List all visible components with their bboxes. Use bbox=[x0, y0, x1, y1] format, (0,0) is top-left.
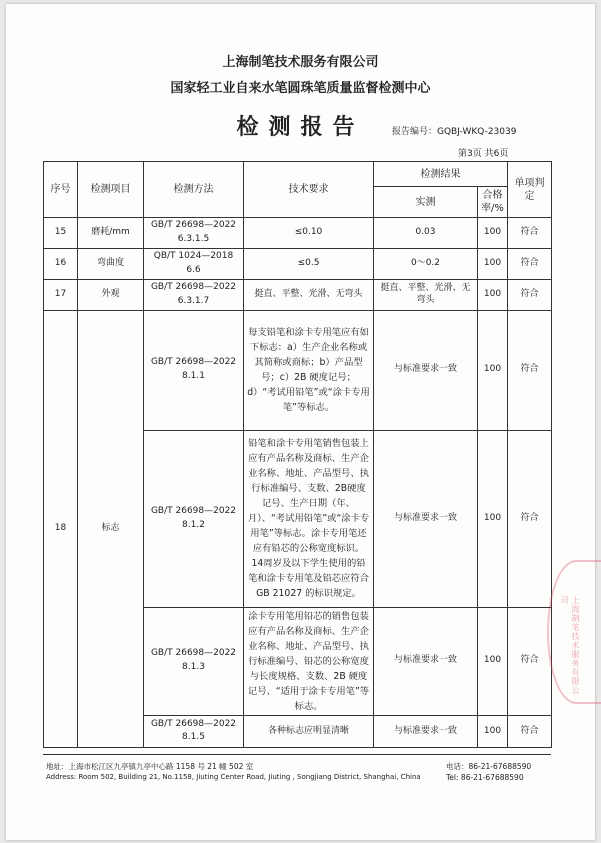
header-no: 序号 bbox=[44, 162, 78, 218]
row-no: 17 bbox=[44, 279, 78, 310]
report-title: 检测报告 bbox=[236, 114, 365, 140]
row-measured: 与标准要求一致 bbox=[374, 310, 478, 430]
row-item: 外观 bbox=[78, 279, 144, 310]
row-rate: 100 bbox=[478, 430, 508, 607]
row-rate: 100 bbox=[478, 607, 508, 715]
row-requirement: 涂卡专用笔用铅芯的销售包装应有产品名称及商标、生产企业名称、地址、产品型号、执行标准编号、铅芯的公称宽度与长度规格、支数、2B 硬度记号、“适用于涂卡专用笔”等标志。 bbox=[244, 607, 374, 715]
table-row bbox=[44, 310, 552, 430]
row-rate: 100 bbox=[478, 715, 508, 747]
row-method: GB/T 26698—2022 8.1.2 bbox=[144, 430, 244, 607]
row-item: 弯曲度 bbox=[78, 248, 144, 279]
row-measured: 0～0.2 bbox=[374, 248, 478, 279]
row-measured: 与标准要求一致 bbox=[374, 607, 478, 715]
table-row bbox=[44, 279, 552, 310]
footer-address-en: Address: Room 502, Building 21, No.1158, Jiuting Center Road, Jiuting , Songjiang District, Shanghai, China bbox=[46, 773, 421, 781]
row-no: 15 bbox=[44, 218, 78, 249]
company-name: 上海制笔技术服务有限公司 bbox=[222, 55, 379, 70]
row-method: GB/T 26698—2022 8.1.3 bbox=[144, 607, 244, 715]
footer-divider bbox=[43, 754, 551, 755]
header-method: 检测方法 bbox=[144, 162, 244, 218]
row-rate: 100 bbox=[478, 248, 508, 279]
row-measured: 0.03 bbox=[374, 218, 478, 249]
row-method: GB/T 26698—2022 8.1.1 bbox=[144, 310, 244, 430]
row-no: 16 bbox=[44, 248, 78, 279]
header-requirement: 技术要求 bbox=[244, 162, 374, 218]
row-rate: 100 bbox=[478, 310, 508, 430]
table-row bbox=[44, 218, 552, 249]
row-judge: 符合 bbox=[508, 607, 552, 715]
header-pass-rate: 合格率/% bbox=[478, 187, 508, 218]
row-method: GB/T 26698—2022 6.3.1.5 bbox=[144, 218, 244, 249]
row-rate: 100 bbox=[478, 279, 508, 310]
row-judge: 符合 bbox=[508, 430, 552, 607]
row-requirement: 挺直、平整、光滑、无弯头 bbox=[244, 279, 374, 310]
header-item: 检测项目 bbox=[78, 162, 144, 218]
header-judgement: 单项判定 bbox=[508, 162, 552, 218]
row-method: QB/T 1024—2018 6.6 bbox=[144, 248, 244, 279]
seal-stamp: 上海制笔技术服务有限公司 bbox=[547, 560, 601, 704]
row-item: 磨耗/mm bbox=[78, 218, 144, 249]
footer-tel-en: Tel: 86-21-67688590 bbox=[446, 773, 524, 782]
row-requirement: 铅笔和涂卡专用笔销售包装上应有产品名称及商标、生产企业名称、地址、产品型号、执行标准编号、支数、2B硬度记号、生产日期（年、月）、“考试用铅笔”或“涂卡专用笔”等标志。涂卡专用笔还应有铅芯的公称宽度标识。14周岁及以下学生使用的铅笔和涂卡专用笔及铅芯应符合 GB 21027 的标识规定。 bbox=[244, 430, 374, 607]
row-measured: 与标准要求一致 bbox=[374, 715, 478, 747]
table-row bbox=[44, 248, 552, 279]
row-judge: 符合 bbox=[508, 218, 552, 249]
row-requirement: ≤0.10 bbox=[244, 218, 374, 249]
center-name: 国家轻工业自来水笔圆珠笔质量监督检测中心 bbox=[170, 81, 431, 96]
row-no: 18 bbox=[44, 310, 78, 747]
row-method: GB/T 26698—2022 8.1.5 bbox=[144, 715, 244, 747]
row-rate: 100 bbox=[478, 218, 508, 249]
row-requirement: ≤0.5 bbox=[244, 248, 374, 279]
row-requirement: 各种标志应明显清晰 bbox=[244, 715, 374, 747]
header-result: 检测结果 bbox=[374, 162, 508, 187]
row-requirement: 每支铅笔和涂卡专用笔应有如下标志：a）生产企业名称或其简称或商标；b）产品型号；c）2B 硬度记号；d）“考试用铅笔”或“涂卡专用笔”等标志。 bbox=[244, 310, 374, 430]
row-judge: 符合 bbox=[508, 715, 552, 747]
test-results-table bbox=[43, 161, 552, 748]
report-number: 报告编号：GQBJ-WKQ-23039 bbox=[392, 127, 517, 137]
row-measured: 挺直、平整、光滑、无弯头 bbox=[374, 279, 478, 310]
row-judge: 符合 bbox=[508, 279, 552, 310]
row-method: GB/T 26698—2022 6.3.1.7 bbox=[144, 279, 244, 310]
row-judge: 符合 bbox=[508, 310, 552, 430]
row-judge: 符合 bbox=[508, 248, 552, 279]
row-item: 标志 bbox=[78, 310, 144, 747]
page-number: 第3页 共6页 bbox=[458, 149, 509, 159]
header-measured: 实测 bbox=[374, 187, 478, 218]
row-measured: 与标准要求一致 bbox=[374, 430, 478, 607]
footer-address-cn: 地址：上海市松江区九亭镇九亭中心路 1158 号 21 幢 502 室 bbox=[46, 762, 254, 771]
footer-tel-cn: 电话：86-21-67688590 bbox=[446, 762, 532, 771]
